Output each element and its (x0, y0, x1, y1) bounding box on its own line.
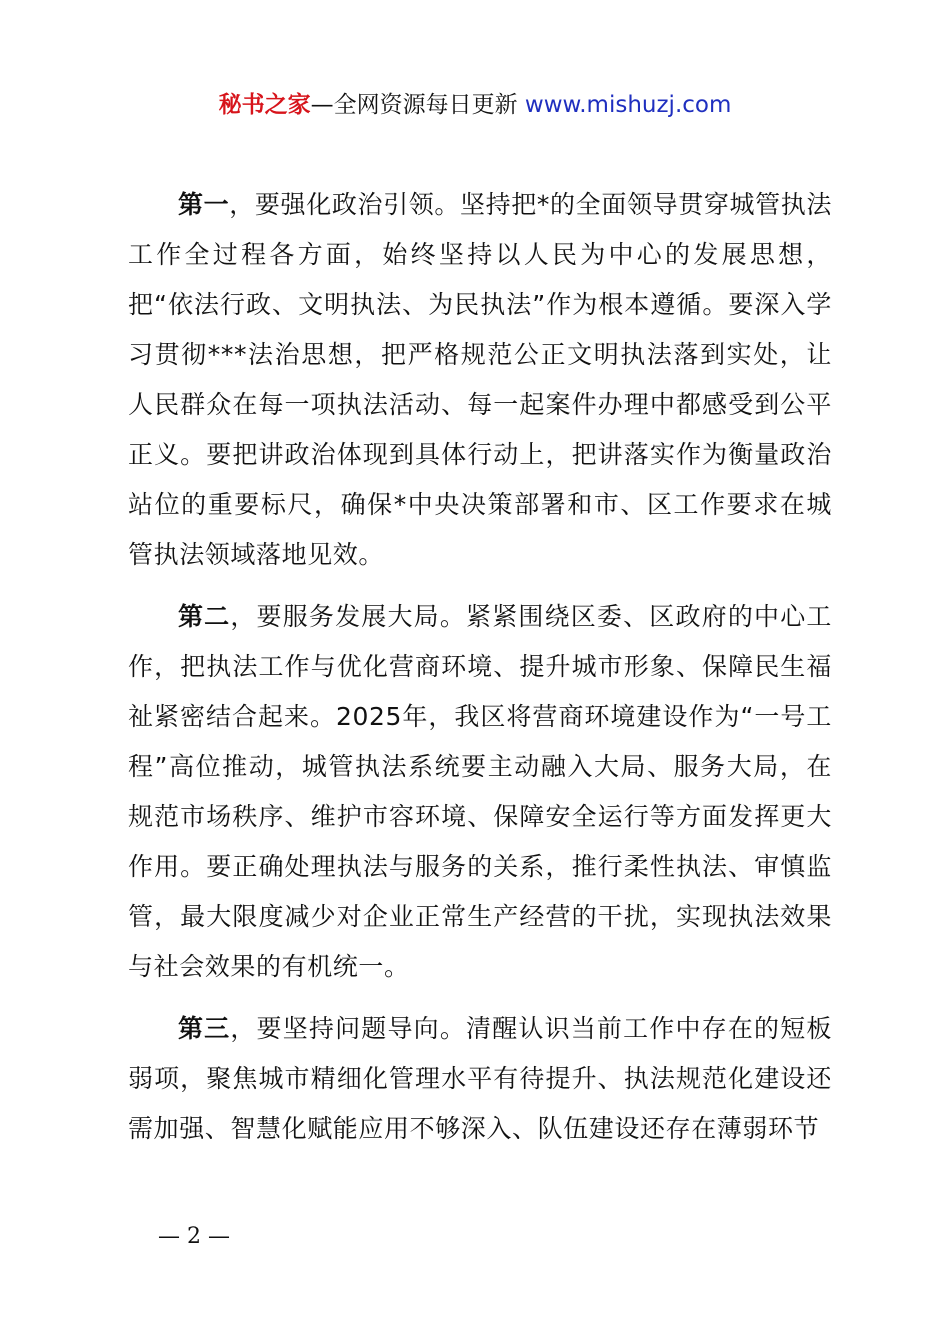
paragraph-lead: 第一 (178, 190, 230, 219)
paragraph-1 (128, 180, 832, 580)
site-header (0, 88, 950, 122)
paragraph-text: ，要强化政治引领。坚持把*的全面领导贯穿城管执法工作全过程各方面，始终坚持以人民为中心的发展思想，把“依法行政、文明执法、为民执法”作为根本遵循。要深入学习贯彻***法治思想，把严格规范公正文明执法落到实处，让人民群众在每一项执法活动、每一起案件办理中都感受到公平正义。要把讲政治体现到具体行动上，把讲落实作为衡量政治站位的重要标尺，确保*中央决策部署和市、区工作要求在城管执法领域落地见效。 (128, 190, 833, 569)
paragraph-lead: 第三 (178, 1014, 231, 1043)
site-url-link[interactable]: www.mishuzj.com (524, 92, 732, 118)
paragraph-lead: 第二 (178, 602, 231, 631)
paragraph-3 (128, 1004, 832, 1154)
page-number: — 2 — (158, 1224, 230, 1249)
paragraph-text: ，要坚持问题导向。清醒认识当前工作中存在的短板弱项，聚焦城市精细化管理水平有待提升、执法规范化建设还需加强、智慧化赋能应用不够深入、队伍建设还存在薄弱环节 (128, 1014, 832, 1143)
document-body (128, 180, 832, 1166)
paragraph-2 (128, 592, 832, 992)
brand-name: 秘书之家 (218, 92, 311, 118)
header-slogan: —全网资源每日更新 (310, 92, 525, 118)
paragraph-text: ，要服务发展大局。紧紧围绕区委、区政府的中心工作，把执法工作与优化营商环境、提升城市形象、保障民生福祉紧密结合起来。2025年，我区将营商环境建设作为“一号工程”高位推动，城管执法系统要主动融入大局、服务大局，在规范市场秩序、维护市容环境、保障安全运行等方面发挥更大作用。要正确处理执法与服务的关系，推行柔性执法、审慎监管，最大限度减少对企业正常生产经营的干扰，实现执法效果与社会效果的有机统一。 (128, 602, 832, 981)
